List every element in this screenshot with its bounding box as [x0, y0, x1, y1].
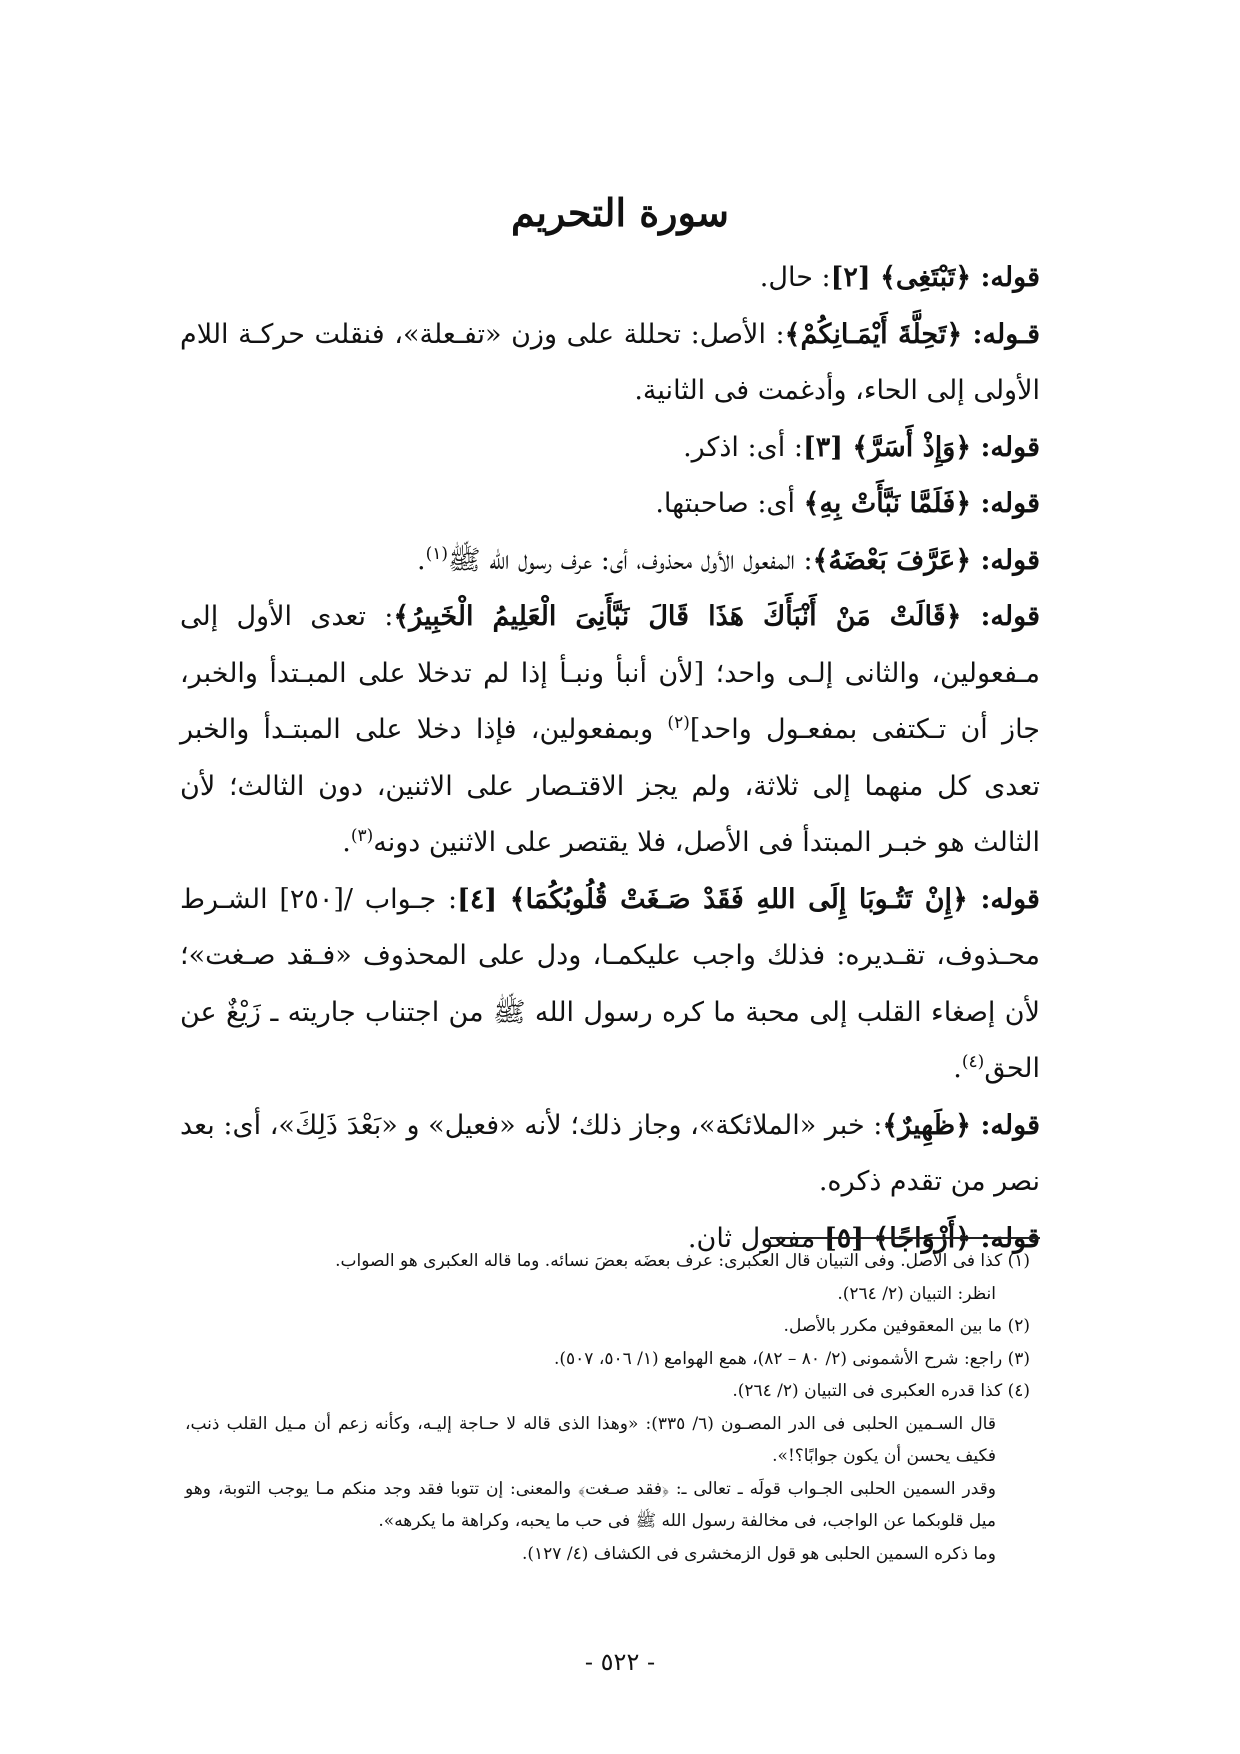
entry-text: : الأصل: تحللة على وزن «تفـعلة»، فنقلت حركـة اللام الأولى إلى الحاء، وأدغمت فى الثانية.	[180, 318, 1040, 406]
entry-keyword: قـوله:	[962, 318, 1040, 350]
footnote-text: كذا قدره العكبرى فى التبيان (٢/ ٢٦٤).	[732, 1381, 1003, 1401]
entry-tail: .	[342, 827, 351, 858]
footnote-text: كذا فى الأصل. وفى التبيان قال العكبرى: عرف بعضَه بعضَ نسائه. وما قاله العكبرى هو الصواب.	[335, 1251, 1003, 1271]
entry-keyword: قوله:	[971, 488, 1040, 519]
quran-verse: ﴿أَزْوَاجًا﴾	[873, 1222, 972, 1254]
footnote-text: ما بين المعقوفين مكرر بالأصل.	[783, 1316, 1003, 1336]
quran-verse: ﴿فَلَمَّا نَبَّأَتْ بِهِ﴾	[803, 488, 972, 519]
main-text	[180, 250, 1040, 1267]
entry-3	[180, 420, 1040, 477]
entry-keyword: قوله:	[971, 1109, 1040, 1141]
entry-text: : خبر «الملائكة»، وجاز ذلك؛ لأنه «فعيل» و «بَعْدَ ذَلِكَ»، أى: بعد نصر من تقدم ذكره.	[180, 1109, 1040, 1197]
footnote-2	[185, 1310, 1030, 1343]
quran-verse: ﴿تَحِلَّةَ أَيْمَـانِكُمْ﴾	[784, 318, 963, 350]
entry-keyword: قوله:	[961, 601, 1040, 632]
verse-number: [٢]	[830, 262, 881, 293]
entry-text: : حال.	[759, 262, 831, 293]
entry-keyword: قوله:	[971, 544, 1040, 576]
footnote-number: (٤)	[1007, 1381, 1030, 1401]
verse-number: [٤]	[457, 883, 510, 915]
footnote-separator	[770, 1237, 1040, 1239]
entry-text: : أى: اذكر.	[683, 431, 803, 463]
footnote-text: وقدر السمين الحلبى الجـواب قولَه ـ تعالى ـ: ﴿فقد صـغت﴾ والمعنى: إن تتوبا فقد وجد منكم مـا يوجب التوبة، وهو ميل قلوبكما عن الواجب، فى مخالفة رسول الله ﷺ فى حب ما يحبه، وكراهة ما يكرهه».	[185, 1478, 996, 1531]
footnote-text: انظر: التبيان (٢/ ٢٦٤).	[837, 1283, 996, 1304]
footnote-text: وما ذكره السمين الحلبى هو قول الزمخشرى فى الكشاف (٤/ ١٢٧).	[522, 1543, 996, 1564]
footnote-ref[interactable]: (٤)	[961, 1052, 985, 1072]
entry-tail: وبمفعولين، فإذا دخلا على المبتـدأ والخبر تعدى كل منهما إلى ثلاثة، ولم يجز الاقتـصار على الاثنين، دون الثالث؛ لأن الثالث هو خبـر المبتدأ فى الأصل، فلا يقتصر على الاثنين دونه	[180, 714, 1040, 858]
footnote-ref[interactable]: (١)	[425, 543, 449, 564]
quran-verse: ﴿قَالَتْ مَنْ أَنْبَأَكَ هَذَا قَالَ نَبَّأَنِىَ الْعَلِيمُ الْخَبِيرُ﴾	[393, 601, 962, 632]
entry-5	[180, 533, 1040, 590]
entry-keyword: قوله:	[971, 431, 1040, 463]
entry-2	[180, 307, 1040, 420]
footnote-4-continuation	[185, 1473, 1030, 1538]
entry-text: : المفعول الأول محذوف، أى: عرف رسول الله ﷺ	[448, 544, 813, 576]
entry-text: أى: صاحبتها.	[655, 488, 804, 519]
footnote-number: (٣)	[1007, 1348, 1030, 1369]
entry-7	[180, 872, 1040, 1098]
entry-tail: .	[417, 544, 426, 576]
footnote-4-continuation	[185, 1538, 1030, 1571]
quran-verse: ﴿ظَهِيرٌ﴾	[882, 1109, 971, 1141]
entry-keyword: قوله:	[967, 883, 1040, 915]
footnote-ref[interactable]: (٣)	[350, 826, 374, 846]
footnote-1-continuation	[185, 1278, 1030, 1311]
footnote-4	[185, 1375, 1030, 1408]
quran-verse: ﴿إِنْ تَتُـوبَا إِلَى اللهِ فَقَدْ صَـغَتْ قُلُوبُكُمَا﴾	[509, 883, 968, 915]
entry-text: : جـواب /[٢٥٠] الشـرط محـذوف، تقـديره: فذلك واجب عليكمـا، ودل على المحذوف «فـقد صـغت»؛ لأن إصغاء القلب إلى محبة ما كره رسول الله ﷺ من اجتناب جاريته ـ زَيْغٌ عن الحق	[180, 883, 1040, 1084]
footnote-3	[185, 1343, 1030, 1376]
verse-number: [٣]	[802, 431, 853, 463]
page-number: - ٥٢٢ -	[584, 1648, 656, 1676]
entry-1	[180, 250, 1040, 307]
footnote-text: راجع: شرح الأشمونى (٢/ ٨٠ – ٨٢)، همع الهوامع (١/ ٥٠٦، ٥٠٧).	[553, 1348, 1003, 1369]
entry-6	[180, 589, 1040, 872]
footnote-4-continuation	[185, 1408, 1030, 1473]
footnote-number: (١)	[1007, 1251, 1030, 1271]
entry-8	[180, 1098, 1040, 1211]
entry-keyword: قوله:	[971, 1222, 1040, 1254]
footnotes	[185, 1245, 1030, 1570]
entry-keyword: قوله:	[971, 262, 1040, 293]
footnote-ref[interactable]: (٢)	[667, 713, 690, 733]
entry-4	[180, 476, 1040, 533]
footnote-text: قال السـمين الحلبى فى الدر المصـون (٦/ ٣٣٥): «وهذا الذى قاله لا حـاجة إليـه، وكأنه زعم أن مـيل القلب ذنب، فكيف يحسن أن يكون جوابًا؟!».	[185, 1413, 996, 1466]
entry-tail: .	[953, 1053, 962, 1084]
footnote-1	[185, 1245, 1030, 1278]
verse-number: [٥]	[823, 1222, 874, 1254]
entry-text: مفعول ثان.	[687, 1222, 824, 1254]
entry-text: : تعدى الأول إلى مـفعولين، والثانى إلـى واحد؛ [لأن أنبأ ونبـأ إذا لم تدخلا على المبـتدأ والخبر، جاز أن تـكتفى بمفعـول واحد]	[180, 601, 1040, 745]
footnote-number: (٢)	[1007, 1316, 1030, 1336]
quran-verse: ﴿تَبْتَغِى﴾	[880, 262, 972, 293]
surah-title: سورة التحريم	[511, 190, 729, 235]
quran-verse: ﴿عَرَّفَ بَعْضَهُ﴾	[812, 544, 972, 576]
quran-verse: ﴿وَإِذْ أَسَرَّ﴾	[852, 431, 972, 463]
